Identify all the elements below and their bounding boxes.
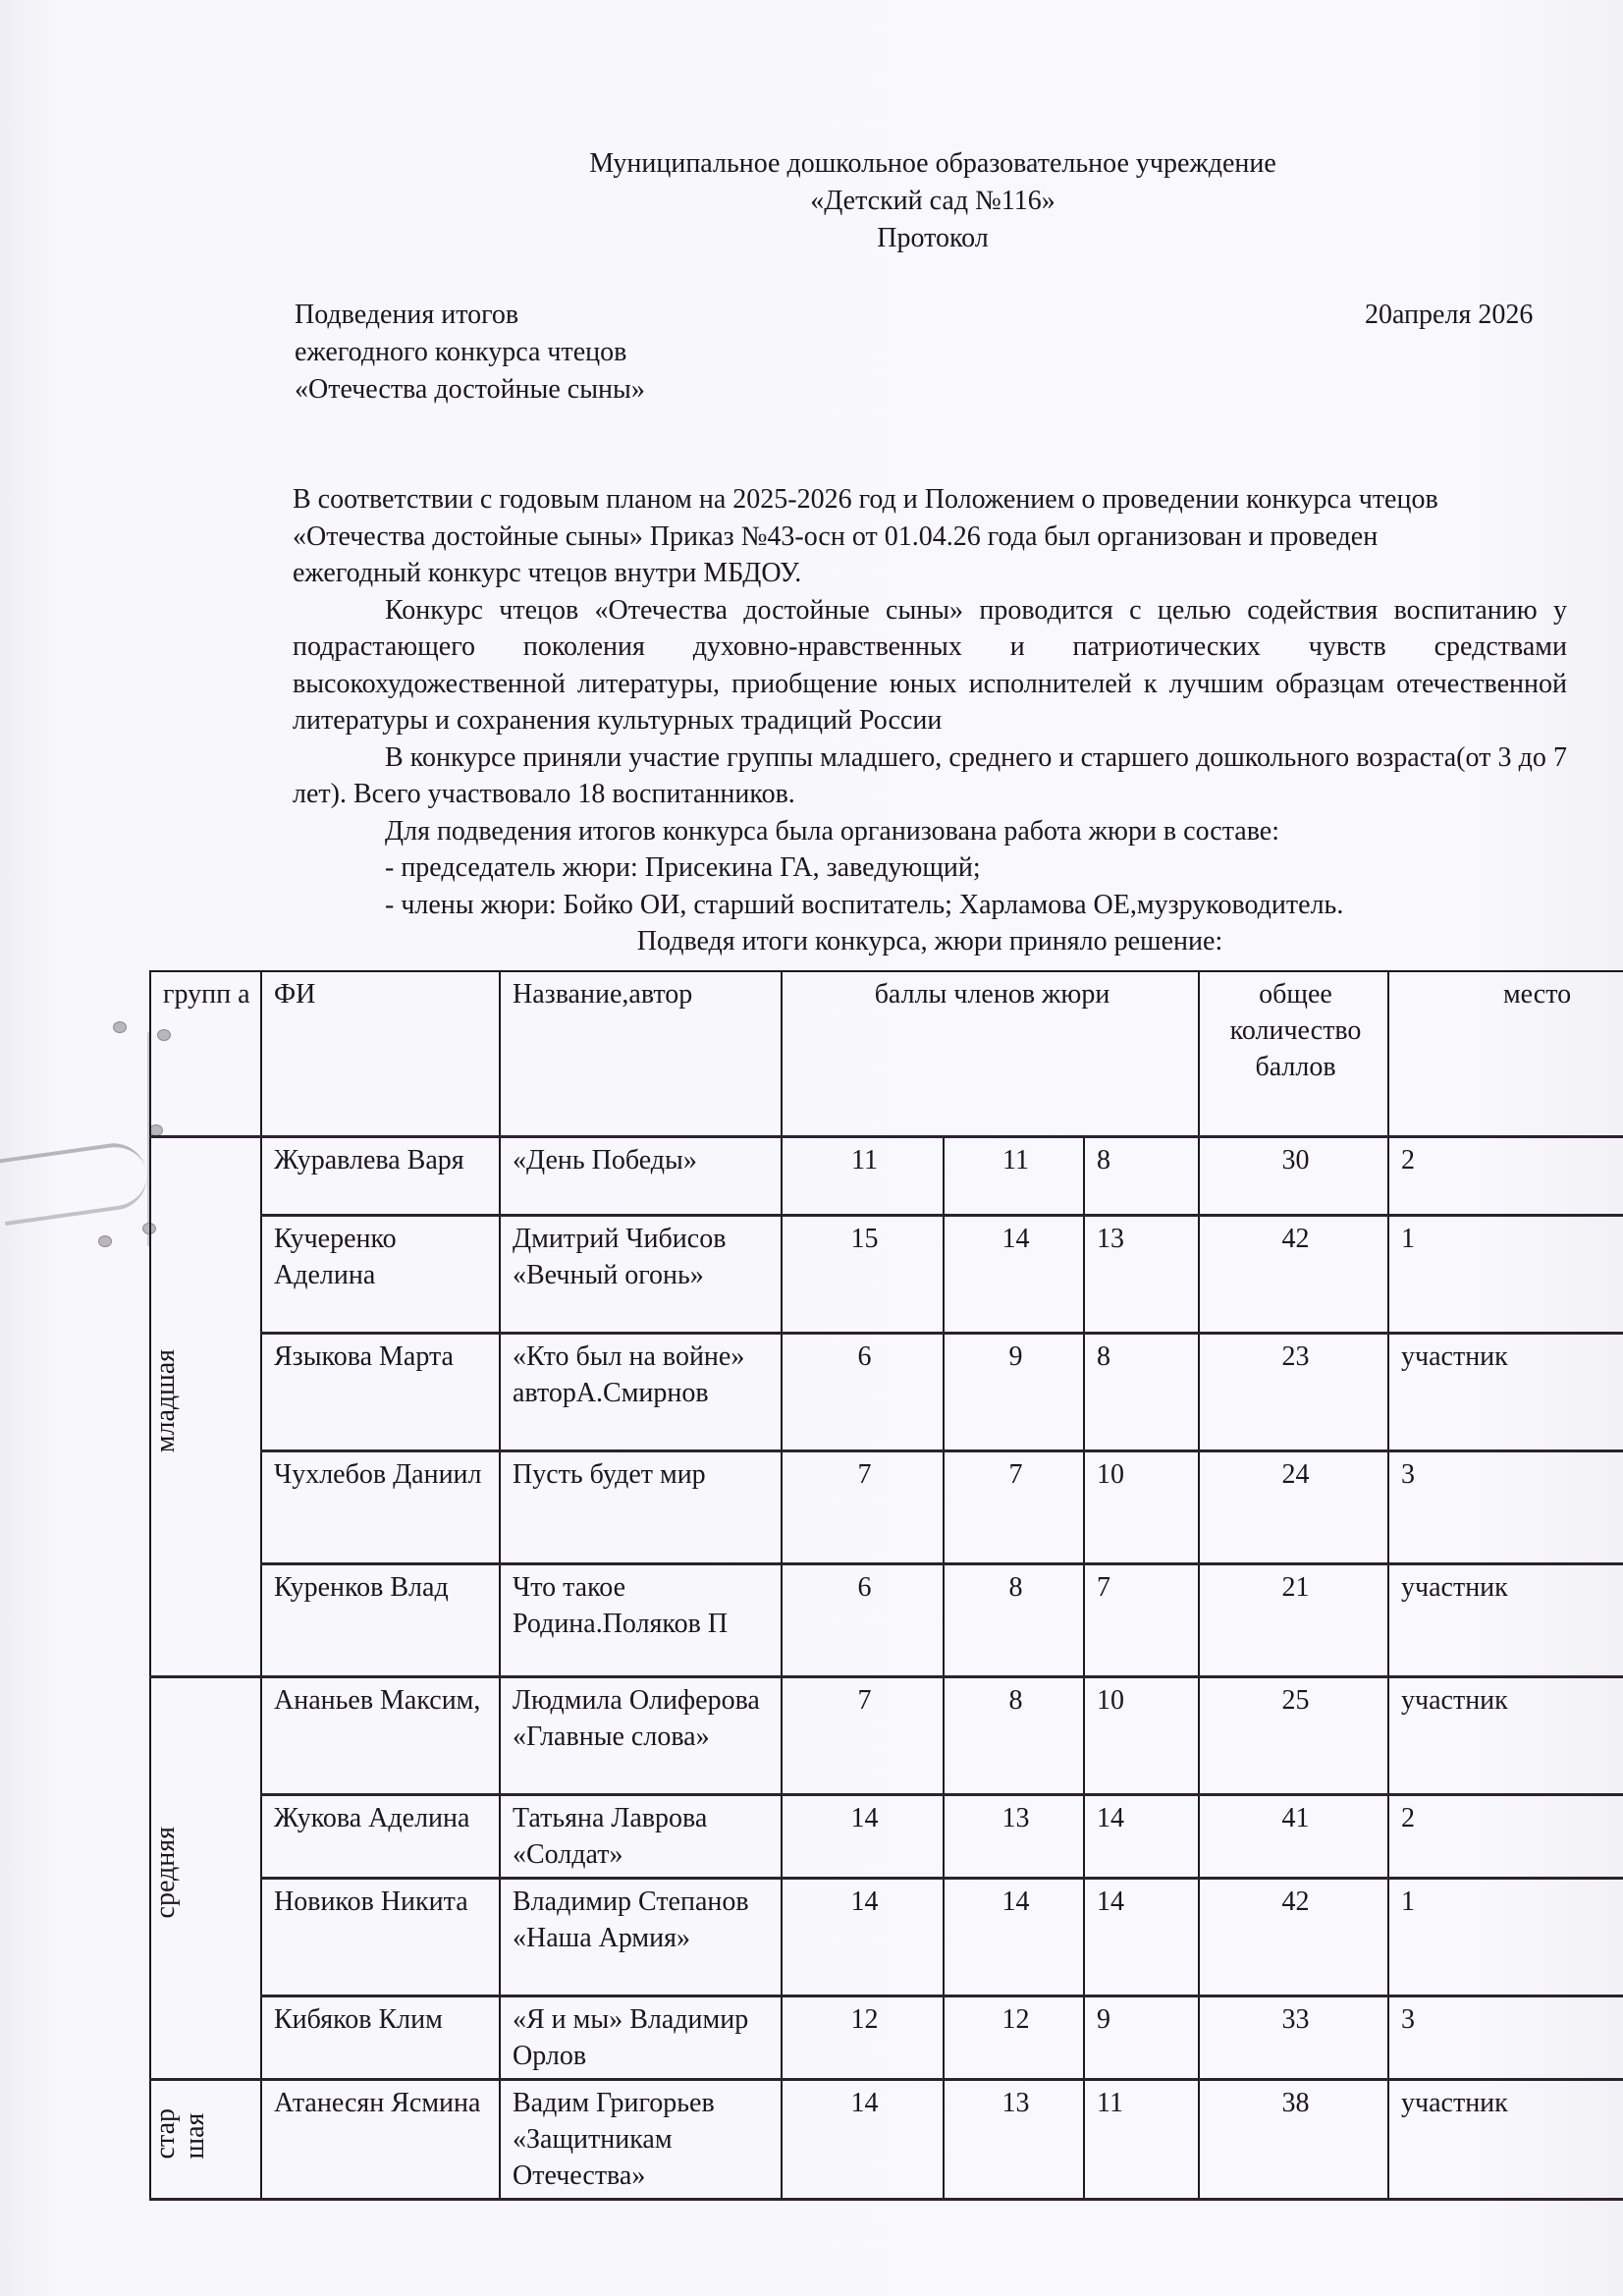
subject-line: ежегодного конкурса чтецов	[295, 337, 627, 367]
paragraph-basis: В соответствии с годовым планом на 2025-2026 год и Положением о проведении конкурса чтецов «Отечества достойные сыны» Приказ №43-осн от 01.04.26 года был организован и проведен ежегодный конкурс чтецов внутри МБДОУ.	[293, 484, 1438, 588]
group-cell	[150, 2079, 261, 2199]
group-cell	[150, 1676, 261, 2079]
total-score: 41	[1199, 1794, 1388, 1878]
total-score: 23	[1199, 1333, 1388, 1450]
jury-score-2: 11	[944, 1136, 1084, 1215]
table-body	[150, 1136, 1623, 2199]
poem-title-author: Вадим Григорьев «Защитникам Отечества»	[500, 2079, 782, 2199]
document-header	[295, 145, 1571, 257]
table-row	[150, 2079, 1623, 2199]
poem-title-author: «Кто был на войне» авторА.Смирнов	[500, 1333, 782, 1450]
place-result: 2	[1388, 1136, 1623, 1215]
jury-score-2: 8	[944, 1563, 1084, 1676]
total-score: 38	[1199, 2079, 1388, 2199]
jury-score-3: 14	[1084, 1878, 1199, 1995]
total-score: 24	[1199, 1450, 1388, 1563]
subject-line: Подведения итогов	[295, 300, 519, 330]
protocol-body	[293, 481, 1567, 960]
total-score: 42	[1199, 1878, 1388, 1995]
jury-score-1: 6	[782, 1563, 944, 1676]
participant-name: Новиков Никита	[261, 1878, 500, 1995]
jury-score-2: 14	[944, 1878, 1084, 1995]
table-row	[150, 1676, 1623, 1794]
jury-score-2: 9	[944, 1333, 1084, 1450]
participant-name: Жукова Аделина	[261, 1794, 500, 1878]
jury-score-2: 13	[944, 2079, 1084, 2199]
header-place: место	[1388, 971, 1623, 1136]
jury-score-2: 13	[944, 1794, 1084, 1878]
binding-hole	[98, 1235, 112, 1247]
jury-score-1: 7	[782, 1676, 944, 1794]
jury-score-3: 7	[1084, 1563, 1199, 1676]
table-row	[150, 1450, 1623, 1563]
table-row	[150, 1136, 1623, 1215]
total-score: 21	[1199, 1563, 1388, 1676]
results-table	[149, 970, 1623, 2201]
place-result: 3	[1388, 1450, 1623, 1563]
table-row	[150, 1333, 1623, 1450]
jury-score-1: 14	[782, 2079, 944, 2199]
table-header-row	[150, 971, 1623, 1136]
jury-score-1: 15	[782, 1215, 944, 1333]
place-result: 3	[1388, 1995, 1623, 2079]
place-result: 2	[1388, 1794, 1623, 1878]
jury-chair: - председатель жюри: Присекина ГА, заведующий;	[385, 852, 981, 883]
jury-score-3: 9	[1084, 1995, 1199, 2079]
group-label: средняя	[150, 1827, 181, 1919]
participant-name: Кучеренко Аделина	[261, 1215, 500, 1333]
jury-members: - члены жюри: Бойко ОИ, старший воспитатель; Харламова ОЕ,музруководитель.	[385, 889, 1344, 920]
participant-name: Куренков Влад	[261, 1563, 500, 1676]
jury-score-1: 14	[782, 1878, 944, 1995]
header-name: ФИ	[261, 971, 500, 1136]
place-result: 1	[1388, 1215, 1623, 1333]
paragraph-jury-intro: Для подведения итогов конкурса была организована работа жюри в составе:	[385, 815, 1279, 847]
group-label: младшая	[150, 1349, 181, 1453]
table-row	[150, 1794, 1623, 1878]
jury-score-3: 10	[1084, 1450, 1199, 1563]
jury-score-1: 14	[782, 1794, 944, 1878]
jury-score-2: 14	[944, 1215, 1084, 1333]
table-row	[150, 1878, 1623, 1995]
institution-short-name: «Детский сад №116»	[810, 186, 1055, 216]
paragraph-purpose: Конкурс чтецов «Отечества достойные сыны» проводится с целью содействия воспитанию у подрастающего поколения духовно-нравственных и патриотических чувств средствами высокохудожественной литературы, приобщение юных исполнителей к лучшим образцам отечественной литературы и сохранения культурных традиций России	[293, 594, 1567, 736]
participant-name: Языкова Марта	[261, 1333, 500, 1450]
group-cell	[150, 1136, 261, 1676]
table-row	[150, 1215, 1623, 1333]
header-group: групп а	[150, 971, 261, 1136]
poem-title-author: «Я и мы» Владимир Орлов	[500, 1995, 782, 2079]
jury-score-3: 8	[1084, 1136, 1199, 1215]
jury-score-3: 11	[1084, 2079, 1199, 2199]
header-total: общее количество баллов	[1199, 971, 1388, 1136]
binding-hole	[113, 1021, 127, 1033]
jury-score-1: 6	[782, 1333, 944, 1450]
poem-title-author: Татьяна Лаврова «Солдат»	[500, 1794, 782, 1878]
institution-name: Муниципальное дошкольное образовательное учреждение	[589, 148, 1276, 179]
jury-score-2: 7	[944, 1450, 1084, 1563]
poem-title-author: Пусть будет мир	[500, 1450, 782, 1563]
jury-score-3: 14	[1084, 1794, 1199, 1878]
subject-line: «Отечества достойные сыны»	[295, 374, 645, 405]
table-row	[150, 1995, 1623, 2079]
protocol-subject	[295, 297, 645, 409]
jury-score-2: 12	[944, 1995, 1084, 2079]
place-result: 1	[1388, 1878, 1623, 1995]
total-score: 33	[1199, 1995, 1388, 2079]
table-row	[150, 1563, 1623, 1676]
poem-title-author: Что такое Родина.Поляков П	[500, 1563, 782, 1676]
decision-intro: Подведя итоги конкурса, жюри приняло решение:	[636, 926, 1223, 957]
participant-name: Кибяков Клим	[261, 1995, 500, 2079]
place-result: участник	[1388, 1333, 1623, 1450]
total-score: 42	[1199, 1215, 1388, 1333]
group-label: стар шая	[150, 2108, 210, 2159]
jury-score-1: 7	[782, 1450, 944, 1563]
participant-name: Атанесян Ясмина	[261, 2079, 500, 2199]
paragraph-participants: В конкурсе приняли участие группы младшего, среднего и старшего дошкольного возраста(от 3 до 7 лет). Всего участвовало 18 воспитанников.	[293, 741, 1567, 809]
jury-score-3: 8	[1084, 1333, 1199, 1450]
protocol-date: 20апреля 2026	[1365, 300, 1534, 330]
place-result: участник	[1388, 2079, 1623, 2199]
poem-title-author: «День Победы»	[500, 1136, 782, 1215]
place-result: участник	[1388, 1676, 1623, 1794]
jury-score-3: 10	[1084, 1676, 1199, 1794]
jury-score-1: 11	[782, 1136, 944, 1215]
poem-title-author: Людмила Олиферова «Главные слова»	[500, 1676, 782, 1794]
participant-name: Чухлебов Даниил	[261, 1450, 500, 1563]
participant-name: Журавлева Варя	[261, 1136, 500, 1215]
document-type: Протокол	[877, 223, 989, 253]
jury-score-1: 12	[782, 1995, 944, 2079]
jury-score-2: 8	[944, 1676, 1084, 1794]
header-jury-scores: баллы членов жюри	[782, 971, 1199, 1136]
poem-title-author: Владимир Степанов «Наша Армия»	[500, 1878, 782, 1995]
place-result: участник	[1388, 1563, 1623, 1676]
participant-name: Ананьев Максим,	[261, 1676, 500, 1794]
jury-score-3: 13	[1084, 1215, 1199, 1333]
total-score: 25	[1199, 1676, 1388, 1794]
poem-title-author: Дмитрий Чибисов «Вечный огонь»	[500, 1215, 782, 1333]
total-score: 30	[1199, 1136, 1388, 1215]
header-title-author: Название,автор	[500, 971, 782, 1136]
